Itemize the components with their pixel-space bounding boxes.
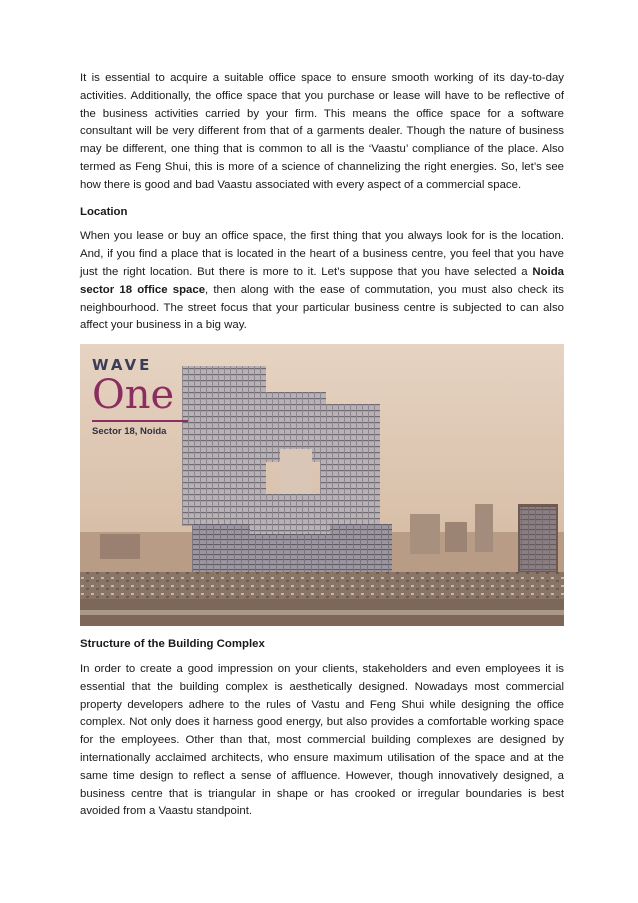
location-heading: Location <box>80 205 128 218</box>
wave-one-logo <box>92 356 192 437</box>
logo-one-text: One <box>92 372 175 419</box>
noida-office-space-link[interactable]: Noida sector 18 office space <box>80 265 564 296</box>
logo-wave-text: WAVE <box>92 356 153 375</box>
document-body <box>80 70 564 830</box>
location-text-after: , then along with the ease of commutation, you must also check its neighbourhood. The street focus that your particular business centre is subjected to can also affect your business in a big way. <box>80 283 565 332</box>
logo-caption: Sector 18, Noida <box>92 426 167 438</box>
structure-heading: Structure of the Building Complex <box>80 638 265 651</box>
logo-divider <box>92 420 188 422</box>
intro-paragraph: It is essential to acquire a suitable office space to ensure smooth working of its day-to-day activities. Additionally, the office space that you purchase or lease will have to be reflective of the business activities carried by your firm. This means the office space for a software consultant will be very different from that of a garments dealer. Though the nature of business may be different, one thing that is common to all is the ‘Vaastu’ compliance of the place. Also termed as Feng Shui, this is more of a science of channelizing the right energies. So, let’s see how there is good and bad Vaastu associated with every aspect of a commercial space. <box>80 72 564 191</box>
structure-paragraph: In order to create a good impression on your clients, stakeholders and even employees it is essential that the building complex is aesthetically designed. Nowadays most commercial property developers adhere to the rules of Vastu and Feng Shui while designing the office complex. Not only does it harness good energy, but also provides a comfortable working space for the employees. Other than that, most commercial building complexes are designed by internationally acclaimed architects, who ensure maximum utilisation of the space and at the same time design to reflect a sense of affluence. However, though innovatively designed, a business centre that is triangular in shape or has crooked or irregular boundaries is best avoided from a Vaastu standpoint. <box>80 662 564 818</box>
location-text-before: When you lease or buy an office space, the first thing that you always look for is the location. And, if you find a place that is located in the heart of a business centre, you feel that you have just the right location. But there is more to it. Let’s suppose that you have selected a <box>80 230 564 278</box>
location-paragraph <box>80 228 564 335</box>
wave-one-building-photo <box>80 344 564 626</box>
